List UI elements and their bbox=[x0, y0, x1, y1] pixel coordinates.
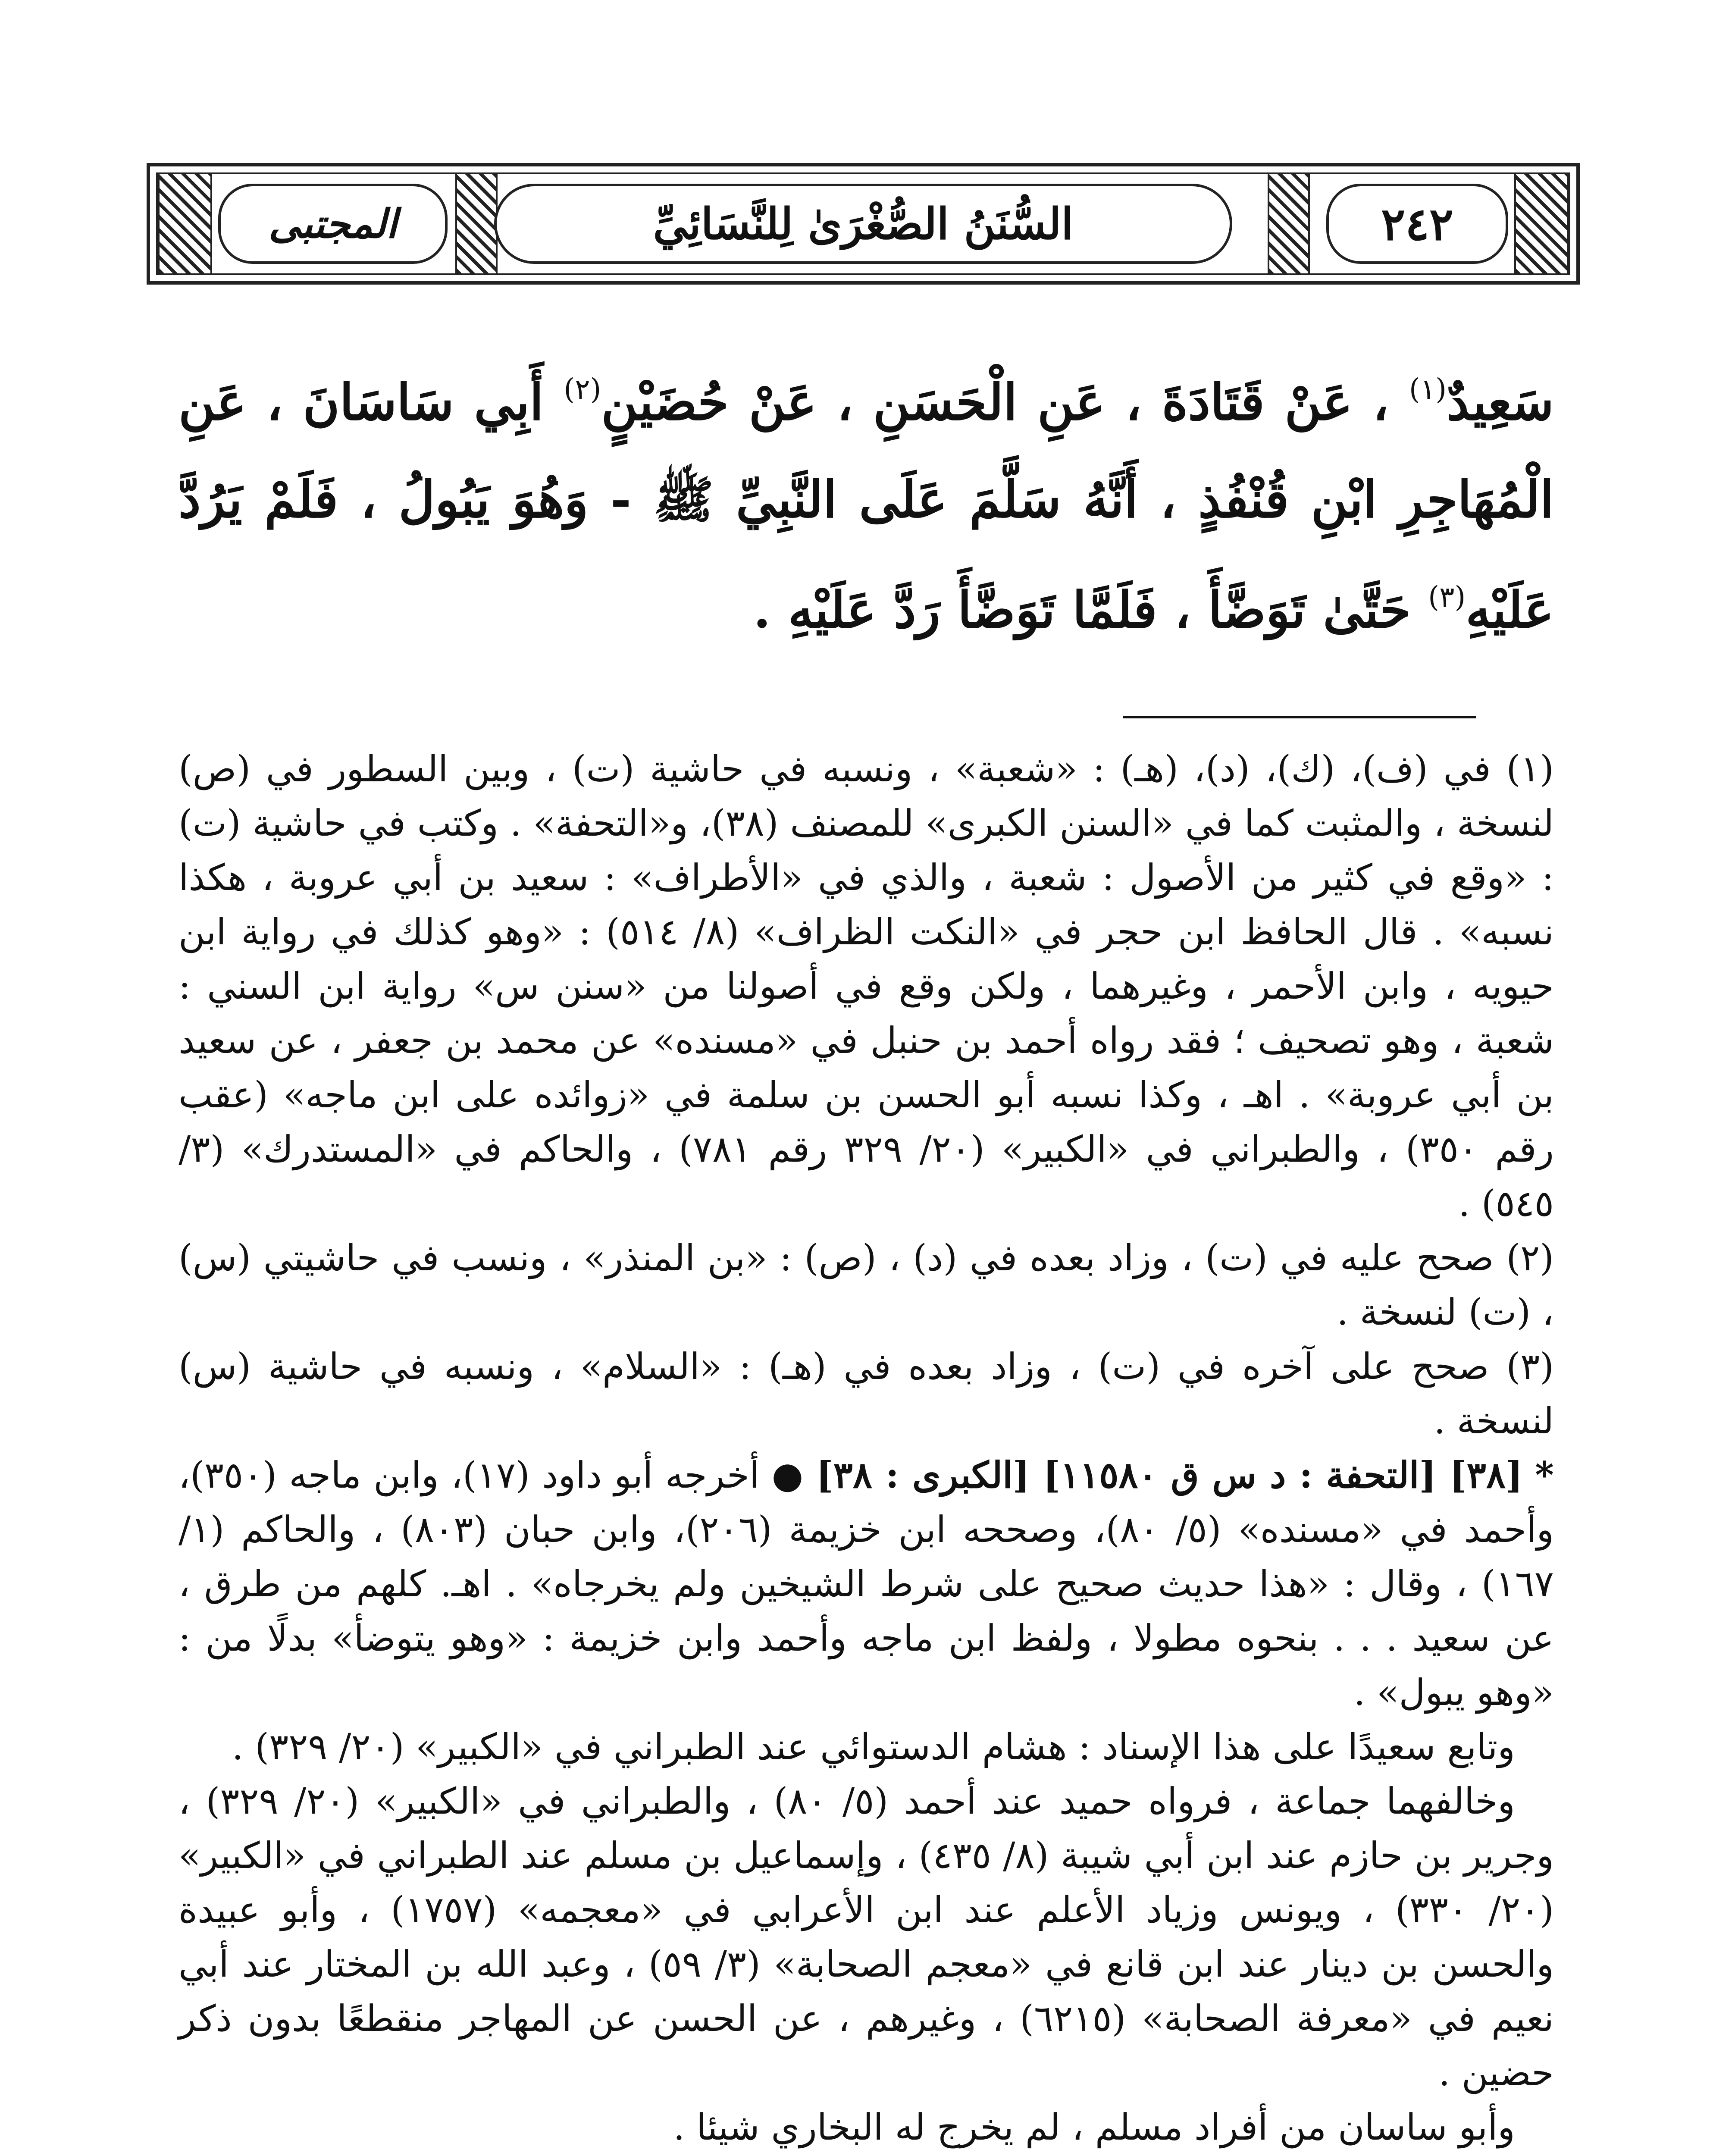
ornament-mid-left bbox=[455, 174, 498, 273]
footnote-separator bbox=[1123, 716, 1476, 718]
ornament-right bbox=[1514, 174, 1569, 273]
footnote-ref-2: (٢) bbox=[564, 373, 601, 406]
takhrij-body: أخرجه أبو داود (١٧)، وابن ماجه (٣٥٠)، وأحمد في «مسنده» (٥/ ٨٠)، وصححه ابن خزيمة (٢٠٦)، وابن حبان (٨٠٣) ، والحاكم (١/ ١٦٧) ، وقال : «هذا حديث صحيح على شرط الشيخين ولم يخرجاه» . اهـ. كلهم من طرق ، عن سعيد . . . بنحوه مطولا ، ولفظ ابن ماجه وأحمد وابن خزيمة : «وهو يتوضأ» بدلًا من : «وهو يبول» . bbox=[179, 1454, 1554, 1714]
footnotes-section bbox=[179, 742, 1554, 2154]
star-marker: * bbox=[1535, 1454, 1554, 1496]
takhrij-note bbox=[179, 1448, 1554, 1720]
bullet-icon: ● bbox=[771, 1454, 804, 1496]
hadith-text bbox=[179, 341, 1554, 659]
footnote-2: (٢) صحح عليه في (ت) ، وزاد بعده في (د) ، (ص) : «بن المنذر» ، ونسب في حاشيتي (س) ، (ت) لنسخة . bbox=[179, 1237, 1554, 1333]
footnote-ref-1: (١) bbox=[1409, 373, 1447, 406]
running-title-frame bbox=[494, 184, 1232, 264]
hadith-part-4: حَتَّىٰ تَوَضَّأَ ، فَلَمَّا تَوَضَّأَ رَدَّ عَلَيْهِ . bbox=[753, 581, 1411, 639]
hadith-part-3: أَبِي سَاسَانَ ، عَنِ الْمُهَاجِرِ ابْنِ قُنْفُذٍ ، أَنَّهُ سَلَّمَ عَلَى النَّبِيِّ ﷺ - وَهُوَ يَبُولُ ، فَلَمْ يَرُدَّ عَلَيْهِ bbox=[179, 373, 1554, 639]
footnote-ref-3: (٣) bbox=[1428, 580, 1466, 614]
takhrij-paragraph-3: وأبو ساسان من أفراد مسلم ، لم يخرج له البخاري شيئا . bbox=[673, 2106, 1515, 2148]
ornament-mid-right bbox=[1268, 174, 1310, 273]
book-short-title: المجتبى bbox=[268, 201, 398, 247]
takhrij-heading: [٣٨] [التحفة : د س ق ١١٥٨٠] [الكبرى : ٣٨] bbox=[816, 1454, 1523, 1496]
header-frame bbox=[156, 172, 1570, 275]
hadith-part-2: ، عَنْ قَتَادَةَ ، عَنِ الْحَسَنِ ، عَنْ حُضَيْنٍ bbox=[601, 373, 1389, 432]
book-title-frame bbox=[218, 184, 448, 264]
takhrij-paragraph-2: وخالفهما جماعة ، فرواه حميد عند أحمد (٥/ ٨٠) ، والطبراني في «الكبير» (٢٠/ ٣٢٩) ، وجرير بن حازم عند ابن أبي شيبة (٨/ ٤٣٥) ، وإسماعيل بن مسلم عند الطبراني في «الكبير» (٢٠/ ٣٣٠) ، ويونس وزياد الأعلم عند ابن الأعرابي في «معجمه» (١٧٥٧) ، وأبو عبيدة والحسن بن دينار عند ابن قانع في «معجم الصحابة» (٣/ ٥٩) ، وعبد الله بن المختار عند أبي نعيم في «معرفة الصحابة» (٦٢١٥) ، وغيرهم ، عن الحسن عن المهاجر منقطعًا بدون ذكر حضين . bbox=[179, 1780, 1554, 2094]
running-title: السُّنَنُ الصُّغْرَىٰ لِلنَّسَائِيِّ bbox=[653, 198, 1074, 249]
hadith-part-1: سَعِيدٌ bbox=[1446, 373, 1554, 432]
footnote-3: (٣) صحح على آخره في (ت) ، وزاد بعده في (هـ) : «السلام» ، ونسبه في حاشية (س) لنسخة . bbox=[179, 1345, 1554, 1442]
page-number-frame bbox=[1326, 184, 1508, 264]
footnote-1: (١) في (ف)، (ك)، (د)، (هـ) : «شعبة» ، ونسبه في حاشية (ت) ، وبين السطور في (ص) لنسخة ، والمثبت كما في «السنن الكبرى» للمصنف (٣٨)، و«التحفة» . وكتب في حاشية (ت) : «وقع في كثير من الأصول : شعبة ، والذي في «الأطراف» : سعيد بن أبي عروبة ، هكذا نسبه» . قال الحافظ ابن حجر في «النكت الظراف» (٨/ ٥١٤) : «وهو كذلك في رواية ابن حيويه ، وابن الأحمر ، وغيرهما ، ولكن وقع في أصولنا من «سنن س» رواية ابن السني : شعبة ، وهو تصحيف ؛ فقد رواه أحمد بن حنبل في «مسنده» عن محمد بن جعفر ، عن سعيد بن أبي عروبة» . اهـ ، وكذا نسبه أبو الحسن بن سلمة في «زوائده على ابن ماجه» (عقب رقم ٣٥٠) ، والطبراني في «الكبير» (٢٠/ ٣٢٩ رقم ٧٨١) ، والحاكم في «المستدرك» (٣/ ٥٤٥) . bbox=[179, 748, 1554, 1225]
page-header bbox=[147, 163, 1580, 285]
takhrij-paragraph-1: وتابع سعيدًا على هذا الإسناد : هشام الدستوائي عند الطبراني في «الكبير» (٢٠/ ٣٢٩) . bbox=[232, 1726, 1515, 1768]
page-number: ٢٤٢ bbox=[1381, 197, 1453, 251]
ornament-left bbox=[158, 174, 212, 273]
